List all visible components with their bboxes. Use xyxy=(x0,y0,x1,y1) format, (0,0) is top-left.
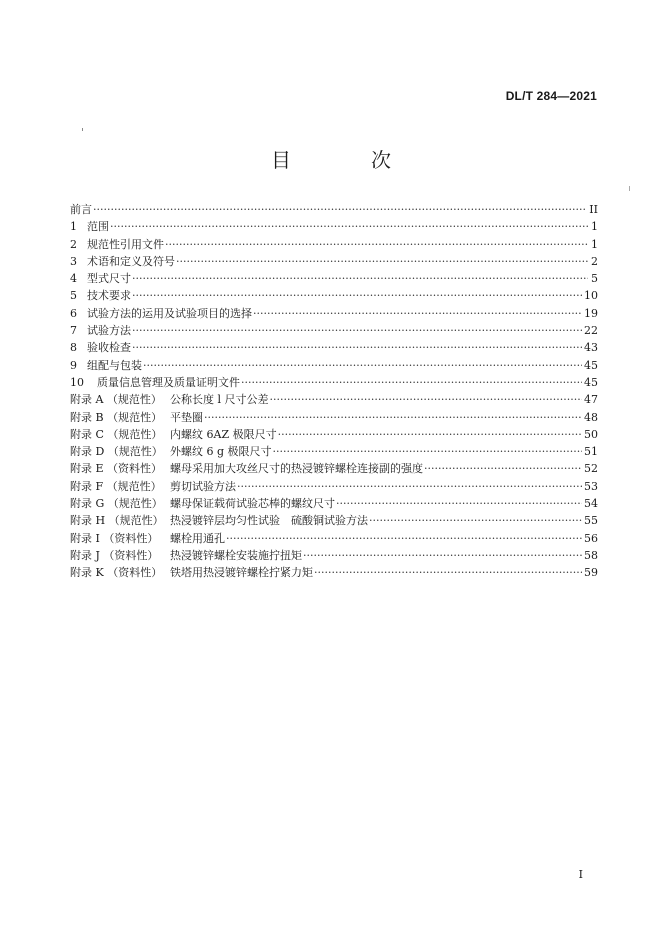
dot-leader xyxy=(336,495,582,512)
toc-entry-number: 附录 F （规范性） xyxy=(70,479,162,493)
toc-entry-page: 43 xyxy=(584,341,598,355)
toc-entry-annex-c[interactable] xyxy=(70,426,598,443)
toc-entry-title: 螺栓用通孔 xyxy=(170,531,225,545)
dot-leader xyxy=(226,530,582,547)
toc-entry-annex-e[interactable] xyxy=(70,460,598,477)
toc-entry-chapter-6[interactable] xyxy=(70,305,598,322)
dot-leader xyxy=(241,374,582,391)
toc-entry-number: 3 xyxy=(70,254,77,268)
scan-speck xyxy=(82,128,83,131)
toc-list xyxy=(70,201,598,582)
toc-entry-title: 剪切试验方法 xyxy=(170,479,236,493)
toc-entry-title: 试验方法的运用及试验项目的选择 xyxy=(87,306,252,320)
toc-entry-number: 附录 G （规范性） xyxy=(70,497,163,511)
toc-entry-title: 试验方法 xyxy=(87,324,131,338)
toc-entry-page: 56 xyxy=(584,531,598,545)
toc-entry-annex-d[interactable] xyxy=(70,443,598,460)
toc-title: 目 次 xyxy=(271,148,421,172)
toc-entry-title: 热浸镀锌层均匀性试验 硫酸铜试验方法 xyxy=(170,514,368,528)
toc-entry-chapter-10[interactable] xyxy=(70,374,598,391)
toc-entry-title: 热浸镀锌螺栓安装施拧扭矩 xyxy=(170,548,302,562)
toc-entry-number: 8 xyxy=(70,341,77,355)
dot-leader xyxy=(237,478,582,495)
toc-entry-number: 6 xyxy=(70,306,77,320)
toc-entry-page: 1 xyxy=(591,220,598,234)
toc-entry-annex-j[interactable] xyxy=(70,547,598,564)
toc-entry-number: 5 xyxy=(70,289,77,303)
toc-entry-page: 48 xyxy=(584,410,598,424)
toc-entry-annex-a[interactable] xyxy=(70,391,598,408)
toc-entry-page: 59 xyxy=(584,566,598,580)
dot-leader xyxy=(110,218,588,235)
toc-entry-chapter-1[interactable] xyxy=(70,218,598,235)
page-number: I xyxy=(578,868,583,881)
toc-entry-number: 附录 E （资料性） xyxy=(70,462,163,476)
toc-entry-title: 铁塔用热浸镀锌螺栓拧紧力矩 xyxy=(170,566,313,580)
toc-entry-number: 附录 K （资料性） xyxy=(70,566,163,580)
toc-entry-number: 7 xyxy=(70,324,77,338)
toc-entry-number: 附录 J （资料性） xyxy=(70,548,159,562)
toc-entry-chapter-2[interactable] xyxy=(70,236,598,253)
toc-entry-annex-b[interactable] xyxy=(70,409,598,426)
toc-entry-title: 内螺纹 6AZ 极限尺寸 xyxy=(170,427,277,441)
toc-entry-annex-h[interactable] xyxy=(70,512,598,529)
toc-entry-annex-i[interactable] xyxy=(70,530,598,547)
toc-entry-page: 19 xyxy=(584,306,598,320)
toc-entry-title: 规范性引用文件 xyxy=(87,237,164,251)
dot-leader xyxy=(204,409,582,426)
toc-entry-number: 附录 D （规范性） xyxy=(70,445,163,459)
toc-entry-number: 附录 A （规范性） xyxy=(70,393,162,407)
dot-leader xyxy=(303,547,582,564)
toc-entry-page: 45 xyxy=(584,375,598,389)
scan-edge-mark xyxy=(629,186,630,191)
toc-entry-annex-k[interactable] xyxy=(70,564,598,581)
toc-entry-title: 范围 xyxy=(87,220,109,234)
toc-entry-title: 平垫圈 xyxy=(170,410,203,424)
dot-leader xyxy=(278,426,582,443)
toc-entry-title: 组配与包装 xyxy=(87,358,142,372)
toc-entry-page: 10 xyxy=(584,289,598,303)
dot-leader xyxy=(132,339,582,356)
dot-leader xyxy=(314,564,582,581)
dot-leader xyxy=(132,287,582,304)
toc-entry-chapter-4[interactable] xyxy=(70,270,598,287)
toc-entry-page: II xyxy=(589,203,598,216)
toc-entry-title: 公称长度 l 尺寸公差 xyxy=(170,393,269,407)
dot-leader xyxy=(93,201,587,218)
toc-entry-foreword[interactable] xyxy=(70,201,598,218)
toc-entry-chapter-8[interactable] xyxy=(70,339,598,356)
toc-entry-number: 2 xyxy=(70,237,77,251)
dot-leader xyxy=(369,512,582,529)
toc-entry-annex-f[interactable] xyxy=(70,478,598,495)
toc-entry-title: 外螺纹 6 g 极限尺寸 xyxy=(170,445,272,459)
toc-entry-page: 5 xyxy=(591,272,598,286)
toc-entry-annex-g[interactable] xyxy=(70,495,598,512)
dot-leader xyxy=(270,391,582,408)
dot-leader xyxy=(132,270,588,287)
toc-entry-page: 2 xyxy=(591,254,598,268)
dot-leader xyxy=(165,236,588,253)
toc-entry-page: 54 xyxy=(584,497,598,511)
toc-entry-number: 附录 I （资料性） xyxy=(70,531,159,545)
toc-entry-title: 验收检查 xyxy=(87,341,131,355)
toc-entry-number: 附录 B （规范性） xyxy=(70,410,163,424)
toc-entry-page: 53 xyxy=(584,479,598,493)
toc-entry-chapter-7[interactable] xyxy=(70,322,598,339)
toc-entry-number: 10 xyxy=(70,375,84,389)
document-code: DL/T 284—2021 xyxy=(505,89,597,103)
toc-entry-number: 附录 H （规范性） xyxy=(70,514,164,528)
toc-entry-title: 前言 xyxy=(70,203,92,216)
toc-entry-page: 50 xyxy=(584,427,598,441)
toc-entry-chapter-5[interactable] xyxy=(70,287,598,304)
toc-entry-title: 螺母采用加大攻丝尺寸的热浸镀锌螺栓连接副的强度 xyxy=(170,462,423,476)
toc-entry-page: 55 xyxy=(584,514,598,528)
toc-entry-chapter-3[interactable] xyxy=(70,253,598,270)
toc-entry-title: 型式尺寸 xyxy=(87,272,131,286)
toc-entry-number: 4 xyxy=(70,272,77,286)
dot-leader xyxy=(424,460,582,477)
toc-entry-number: 9 xyxy=(70,358,77,372)
dot-leader xyxy=(176,253,588,270)
toc-entry-title: 术语和定义及符号 xyxy=(87,254,175,268)
toc-entry-page: 47 xyxy=(584,393,598,407)
dot-leader xyxy=(253,305,582,322)
toc-entry-page: 51 xyxy=(584,445,598,459)
toc-entry-title: 技术要求 xyxy=(87,289,131,303)
toc-entry-title: 螺母保证载荷试验芯棒的螺纹尺寸 xyxy=(170,497,335,511)
toc-entry-title: 质量信息管理及质量证明文件 xyxy=(97,375,240,389)
toc-entry-page: 1 xyxy=(591,237,598,251)
dot-leader xyxy=(143,357,582,374)
toc-entry-number: 附录 C （规范性） xyxy=(70,427,163,441)
toc-entry-page: 58 xyxy=(584,548,598,562)
toc-entry-page: 45 xyxy=(584,358,598,372)
toc-entry-page: 22 xyxy=(584,324,598,338)
dot-leader xyxy=(132,322,582,339)
toc-entry-chapter-9[interactable] xyxy=(70,357,598,374)
dot-leader xyxy=(273,443,582,460)
toc-entry-page: 52 xyxy=(584,462,598,476)
toc-entry-number: 1 xyxy=(70,220,77,234)
